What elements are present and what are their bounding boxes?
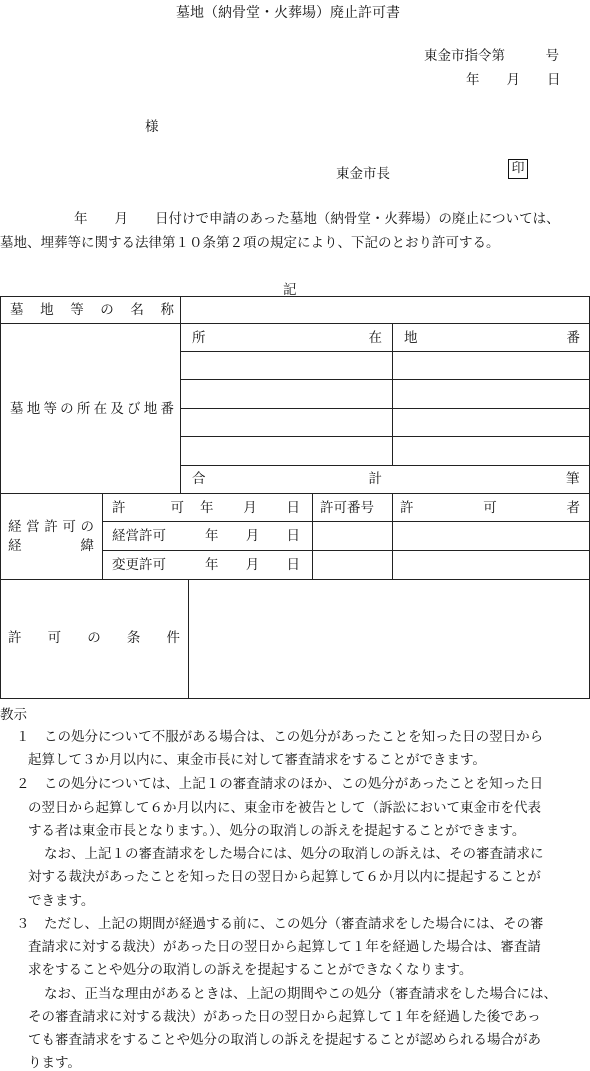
- issue-date: 年 月 日: [466, 72, 561, 88]
- note-2-line-b: の翌日から起算して６か月以内に、東金市を被告として（訴訟において東金市を代表: [28, 800, 541, 816]
- note-3-line-b: 査請求に対する裁決）があった日の翌日から起算して１年を経過した場合は、審査請: [28, 939, 541, 955]
- history-label-2: 経 緯: [8, 538, 94, 554]
- row-keiei-label: 経営許可: [112, 528, 166, 544]
- total-unit: 筆: [566, 471, 580, 487]
- notes-heading: 教示: [0, 707, 27, 723]
- history-label-1: 経 営 許 可 の: [8, 519, 94, 535]
- note-3-number: ３: [16, 916, 30, 932]
- body-line-1: 年 月 日付けで申請のあった墓地（納骨堂・火葬場）の廃止については、: [74, 211, 560, 227]
- note-1-line-a: この処分について不服がある場合は、この処分があったことを知った日の翌日から: [44, 729, 544, 745]
- row-henkou-label: 変更許可: [112, 557, 166, 573]
- col-shozai: 所 在: [192, 330, 382, 346]
- name-label: 墓 地 等 の 名 称: [10, 302, 174, 318]
- note-2-line-e: 対する裁決があったことを知った日の翌日から起算して６か月以内に提起することが: [28, 869, 541, 885]
- note-3-line-d: なお、正当な理由があるときは、上記の期間やこの処分（審査請求をした場合には、: [44, 986, 557, 1002]
- conditions-label: 許 可 の 条 件: [8, 630, 180, 646]
- col-chiban: 地 番: [404, 330, 580, 346]
- seal-mark: 印: [508, 159, 528, 179]
- note-2-line-a: この処分については、上記１の審査請求のほか、この処分があったことを知った日: [44, 776, 544, 792]
- note-2-line-f: できます。: [28, 893, 95, 909]
- note-3-line-e: その審査請求に対する裁決）があった日の翌日から起算して１年を経過した後であっ: [28, 1009, 541, 1025]
- history-header-date: 年 月 日: [200, 500, 300, 516]
- document-title: 墓地（納骨堂・火葬場）廃止許可書: [176, 5, 400, 21]
- ki-heading: 記: [283, 282, 297, 298]
- history-header-kyoka: 許 可: [112, 500, 184, 516]
- note-3-line-f: ても審査請求をすることや処分の取消しの訴えを提起することが認められる場合があ: [28, 1032, 541, 1048]
- row-keiei-date: 年 月 日: [205, 528, 300, 544]
- history-header-sha: 許 可 者: [400, 500, 580, 516]
- note-1-number: １: [16, 729, 30, 745]
- note-3-line-c: 求をすることや処分の取消しの訴えを提起することができなくなります。: [28, 962, 473, 978]
- recipient-suffix: 様: [145, 119, 159, 135]
- issuer-name: 東金市長: [336, 166, 390, 182]
- body-line-2: 墓地、埋葬等に関する法律第１０条第２項の規定により、下記のとおり許可する。: [0, 235, 500, 251]
- note-3-line-g: ります。: [28, 1055, 81, 1071]
- history-header-number: 許可番号: [320, 500, 374, 516]
- document-number: 東金市指令第 号: [424, 48, 559, 64]
- note-2-line-d: なお、上記１の審査請求をした場合には、処分の取消しの訴えは、その審査請求に: [44, 846, 544, 862]
- note-3-line-a: ただし、上記の期間が経過する前に、この処分（審査請求をした場合には、その審: [44, 916, 544, 932]
- total-label: 合 計: [192, 471, 382, 487]
- location-label: 墓 地 等 の 所 在 及 び 地 番: [10, 401, 174, 417]
- note-1-line-b: 起算して３か月以内に、東金市長に対して審査請求をすることができます。: [28, 752, 486, 768]
- note-2-line-c: する者は東金市長となります。）、処分の取消しの訴えを提起することができます。: [28, 823, 526, 839]
- note-2-number: ２: [16, 776, 30, 792]
- row-henkou-date: 年 月 日: [205, 557, 300, 573]
